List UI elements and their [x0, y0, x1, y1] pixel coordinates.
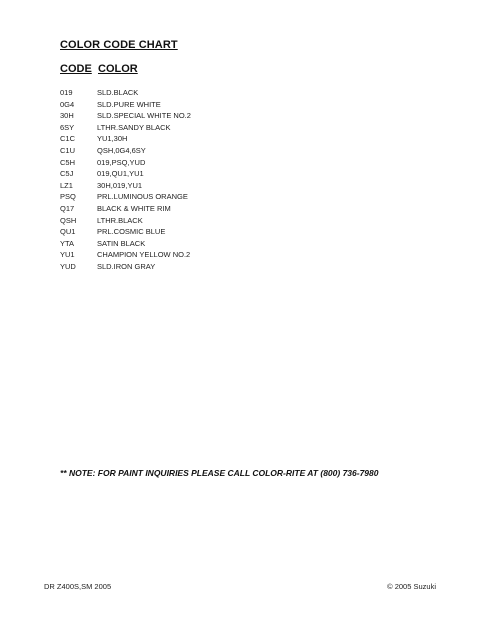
- color-code-cell: YU1: [60, 250, 75, 260]
- color-name-cell: BLACK & WHITE RIM: [97, 203, 171, 213]
- color-name-cell: CHAMPION YELLOW NO.2: [97, 250, 191, 260]
- color-code-cell: C5J: [60, 169, 74, 179]
- color-name-cell: PRL.LUMINOUS ORANGE: [97, 192, 188, 202]
- color-code-table: [60, 87, 360, 273]
- table-row: [60, 191, 360, 203]
- color-name-cell: 30H,019,YU1: [97, 180, 143, 190]
- table-row: [60, 261, 360, 273]
- table-row: [60, 180, 360, 192]
- color-code-cell: LZ1: [60, 180, 73, 190]
- color-name-cell: QSH,0G4,6SY: [97, 145, 146, 155]
- table-row: [60, 122, 360, 134]
- color-name-cell: PRL.COSMIC BLUE: [97, 227, 166, 237]
- table-row: [60, 238, 360, 250]
- color-name-cell: 019,PSQ,YUD: [97, 157, 146, 167]
- paint-inquiry-note: ** NOTE: FOR PAINT INQUIRIES PLEASE CALL COLOR-RITE AT (800) 736-7980: [60, 468, 379, 478]
- color-name-cell: SLD.SPECIAL WHITE NO.2: [97, 111, 191, 121]
- table-row: [60, 99, 360, 111]
- table-row: [60, 133, 360, 145]
- table-row: [60, 157, 360, 169]
- column-header-color: COLOR: [98, 63, 138, 75]
- footer-model: DR Z400S,SM 2005: [44, 582, 112, 591]
- color-code-cell: 0G4: [60, 99, 75, 109]
- page-title: COLOR CODE CHART: [60, 39, 178, 51]
- color-code-cell: PSQ: [60, 192, 76, 202]
- color-code-cell: YTA: [60, 238, 75, 248]
- color-code-cell: 6SY: [60, 122, 75, 132]
- color-code-cell: 30H: [60, 111, 74, 121]
- color-code-cell: QSH: [60, 215, 77, 225]
- table-row: [60, 249, 360, 261]
- color-code-cell: QU1: [60, 227, 76, 237]
- color-name-cell: SATIN BLACK: [97, 238, 146, 248]
- table-row: [60, 87, 360, 99]
- table-row: [60, 168, 360, 180]
- color-code-cell: Q17: [60, 203, 75, 213]
- column-header-code: CODE: [60, 63, 92, 75]
- color-name-cell: SLD.IRON GRAY: [97, 261, 156, 271]
- color-code-cell: 019: [60, 88, 73, 97]
- footer-copyright: © 2005 Suzuki: [387, 582, 436, 591]
- color-name-cell: LTHR.SANDY BLACK: [97, 122, 171, 132]
- color-code-cell: C1C: [60, 134, 76, 144]
- table-row: [60, 226, 360, 238]
- color-name-cell: SLD.BLACK: [97, 88, 139, 97]
- color-name-cell: SLD.PURE WHITE: [97, 99, 161, 109]
- table-row: [60, 145, 360, 157]
- color-code-cell: YUD: [60, 261, 76, 271]
- color-code-cell: C5H: [60, 157, 76, 167]
- table-row: [60, 215, 360, 227]
- color-name-cell: LTHR.BLACK: [97, 215, 143, 225]
- color-name-cell: 019,QU1,YU1: [97, 169, 144, 179]
- color-name-cell: YU1,30H: [97, 134, 128, 144]
- table-row: [60, 203, 360, 215]
- color-code-cell: C1U: [60, 145, 76, 155]
- table-row: [60, 110, 360, 122]
